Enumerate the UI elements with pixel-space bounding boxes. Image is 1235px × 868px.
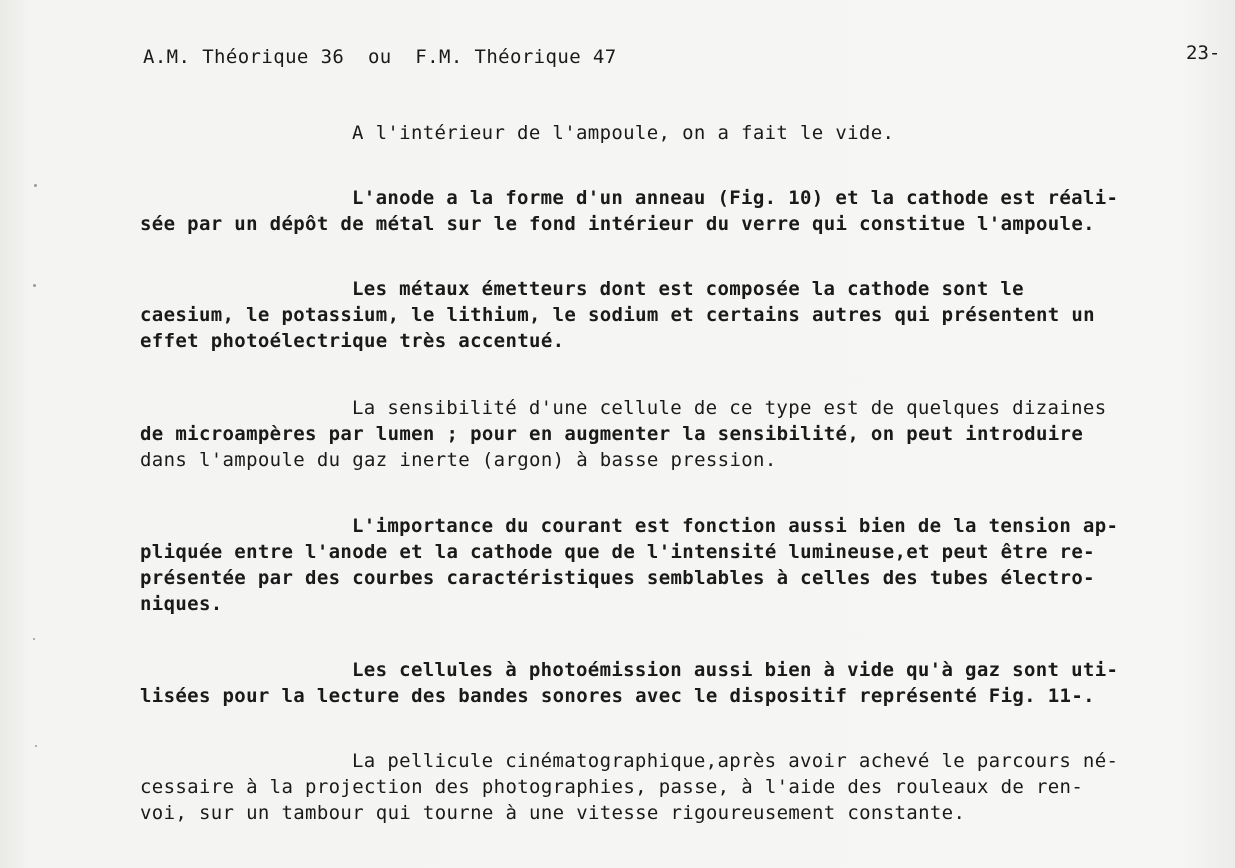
paragraph-current (140, 513, 1220, 617)
text-line: L'importance du courant est fonction aussi bien de la tension ap- (352, 515, 1119, 537)
text-line: A l'intérieur de l'ampoule, on a fait le vide. (352, 122, 895, 144)
text-line: effet photoélectrique très accentué. (140, 330, 565, 352)
text-line: La pellicule cinématographique,après avoir achevé le parcours né- (352, 750, 1119, 772)
text-line: La sensibilité d'une cellule de ce type est de quelques dizaines (352, 397, 1107, 419)
paragraph-sensitivity (140, 395, 1220, 473)
text-line: de microampères par lumen ; pour en augmenter la sensibilité, on peut introduire (140, 423, 1084, 445)
text-line: caesium, le potassium, le lithium, le sodium et certains autres qui présentent un (140, 304, 1095, 326)
text-line: présentée par des courbes caractéristiques semblables à celles des tubes électro- (140, 567, 1095, 589)
paragraph-cells (140, 657, 1220, 709)
text-line: niques. (140, 593, 223, 615)
text-line: Les métaux émetteurs dont est composée la cathode sont le (352, 278, 1024, 300)
scan-speck (34, 184, 37, 187)
text-line: L'anode a la forme d'un anneau (Fig. 10) et la cathode est réali- (352, 187, 1119, 209)
running-header: A.M. Théorique 36 ou F.M. Théorique 47 (143, 46, 617, 68)
scan-speck (33, 638, 35, 640)
text-line: pliquée entre l'anode et la cathode que de l'intensité lumineuse,et peut être re- (140, 541, 1095, 563)
scan-speck (35, 745, 37, 747)
paragraph-vacuum (140, 120, 1220, 146)
paragraph-metals (140, 276, 1220, 354)
paragraph-anode (140, 185, 1220, 237)
paragraph-film (140, 748, 1220, 826)
text-line: Les cellules à photoémission aussi bien à vide qu'à gaz sont uti- (352, 659, 1119, 681)
text-line: cessaire à la projection des photographies, passe, à l'aide des rouleaux de ren- (140, 776, 1084, 798)
text-line: lisées pour la lecture des bandes sonores avec le dispositif représenté Fig. 11-. (140, 685, 1095, 707)
scan-speck (33, 284, 36, 287)
text-line: dans l'ampoule du gaz inerte (argon) à basse pression. (140, 449, 777, 471)
text-line: voi, sur un tambour qui tourne à une vitesse rigoureusement constante. (140, 802, 966, 824)
page-number: 23- (1186, 42, 1221, 64)
text-line: sée par un dépôt de métal sur le fond intérieur du verre qui constitue l'ampoule. (140, 213, 1095, 235)
